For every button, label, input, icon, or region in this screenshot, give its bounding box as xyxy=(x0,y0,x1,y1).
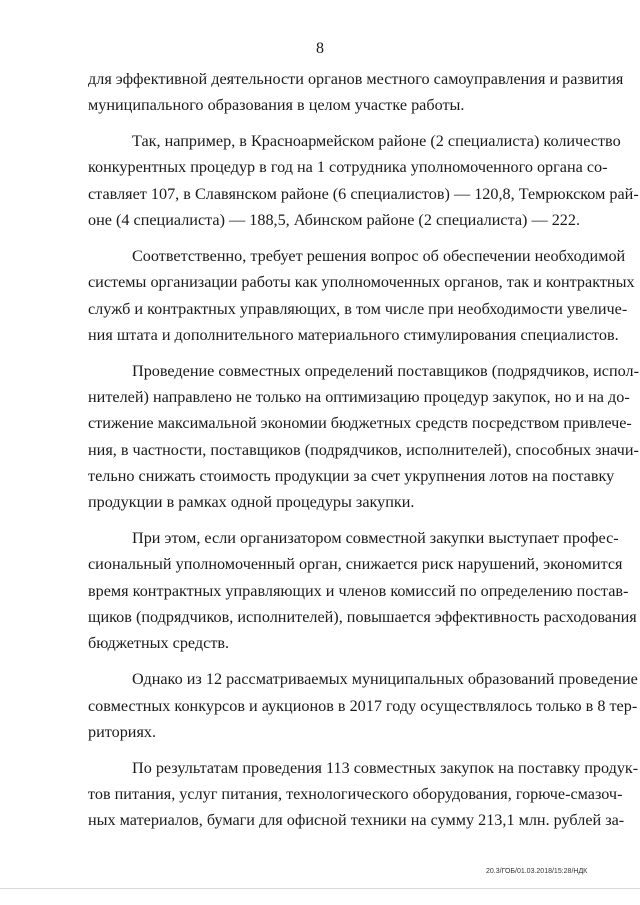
text-line: бюджетных средств. xyxy=(88,634,230,653)
text-line: При этом, если организатором совместной закупки выступает профес- xyxy=(132,529,619,548)
paragraph-6 xyxy=(88,666,638,745)
text-line: Проведение совместных определений поставщиков (подрядчиков, испол- xyxy=(132,361,639,380)
text-line: По результатам проведения 113 совместных закупок на поставку продук- xyxy=(132,758,639,777)
text-line: системы организации работы как уполномоченных органов, так и контрактных xyxy=(88,273,635,292)
text-line: ния, в частности, поставщиков (подрядчиков, исполнителей), способных значи- xyxy=(88,440,639,459)
text-line: нителей) направлено не только на оптимизацию процедур закупок, но и на до- xyxy=(88,388,630,407)
paragraph-1 xyxy=(88,66,624,119)
paragraph-3 xyxy=(88,243,635,348)
text-line: тов питания, услуг питания, технологического оборудования, горюче-смазоч- xyxy=(88,784,623,803)
paragraph-5 xyxy=(88,525,637,656)
text-line: сиональный уполномоченный орган, снижается риск нарушений, экономится xyxy=(88,555,623,574)
text-line: конкурентных процедур в год на 1 сотрудника уполномоченного органа со- xyxy=(88,158,608,177)
text-line: совместных конкурсов и аукционов в 2017 году осуществлялось только в 8 тер- xyxy=(88,696,638,715)
text-line: для эффективной деятельности органов местного самоуправления и развития xyxy=(88,70,624,88)
text-line: тельно снижать стоимость продукции за счет укрупнения лотов на поставку xyxy=(88,466,615,485)
text-line: щиков (подрядчиков, исполнителей), повышается эффективность расходования xyxy=(88,608,637,627)
text-line: ных материалов, бумаги для офисной техники на сумму 213,1 млн. рублей за- xyxy=(88,811,625,830)
paragraph-2 xyxy=(88,128,639,233)
document-body xyxy=(88,66,639,834)
page-number: 8 xyxy=(316,40,324,57)
paragraph-7 xyxy=(88,755,639,834)
text-line: оне (4 специалиста) — 188,5, Абинском районе (2 специалиста) — 222. xyxy=(88,211,581,230)
text-line: стижение максимальной экономии бюджетных средств посредством привлече- xyxy=(88,414,632,433)
text-line: Однако из 12 рассматриваемых муниципальных образований проведение xyxy=(132,670,638,689)
text-line: продукции в рамках одной процедуры закупки. xyxy=(88,493,415,512)
text-line: служб и контрактных управляющих, в том числе при необходимости увеличе- xyxy=(88,299,628,318)
text-line: муниципального образования в целом участке работы. xyxy=(88,96,465,115)
paragraph-4 xyxy=(88,358,639,516)
text-line: ставляет 107, в Славянском районе (6 специалистов) — 120,8, Темрюкском рай- xyxy=(88,184,639,203)
scan-bottom-edge xyxy=(0,888,640,889)
text-line: Соответственно, требует решения вопрос об обеспечении необходимой xyxy=(132,246,626,265)
text-line: риториях. xyxy=(88,722,157,741)
text-line: ния штата и дополнительного материального стимулирования специалистов. xyxy=(88,325,619,344)
text-line: Так, например, в Красноармейском районе (2 специалиста) количество xyxy=(132,132,621,151)
document-footer-code: 20.3/ГОБ/01.03.2018/15:28/НДК xyxy=(486,868,588,875)
text-line: время контрактных управляющих и членов комиссий по определению постав- xyxy=(88,581,629,600)
